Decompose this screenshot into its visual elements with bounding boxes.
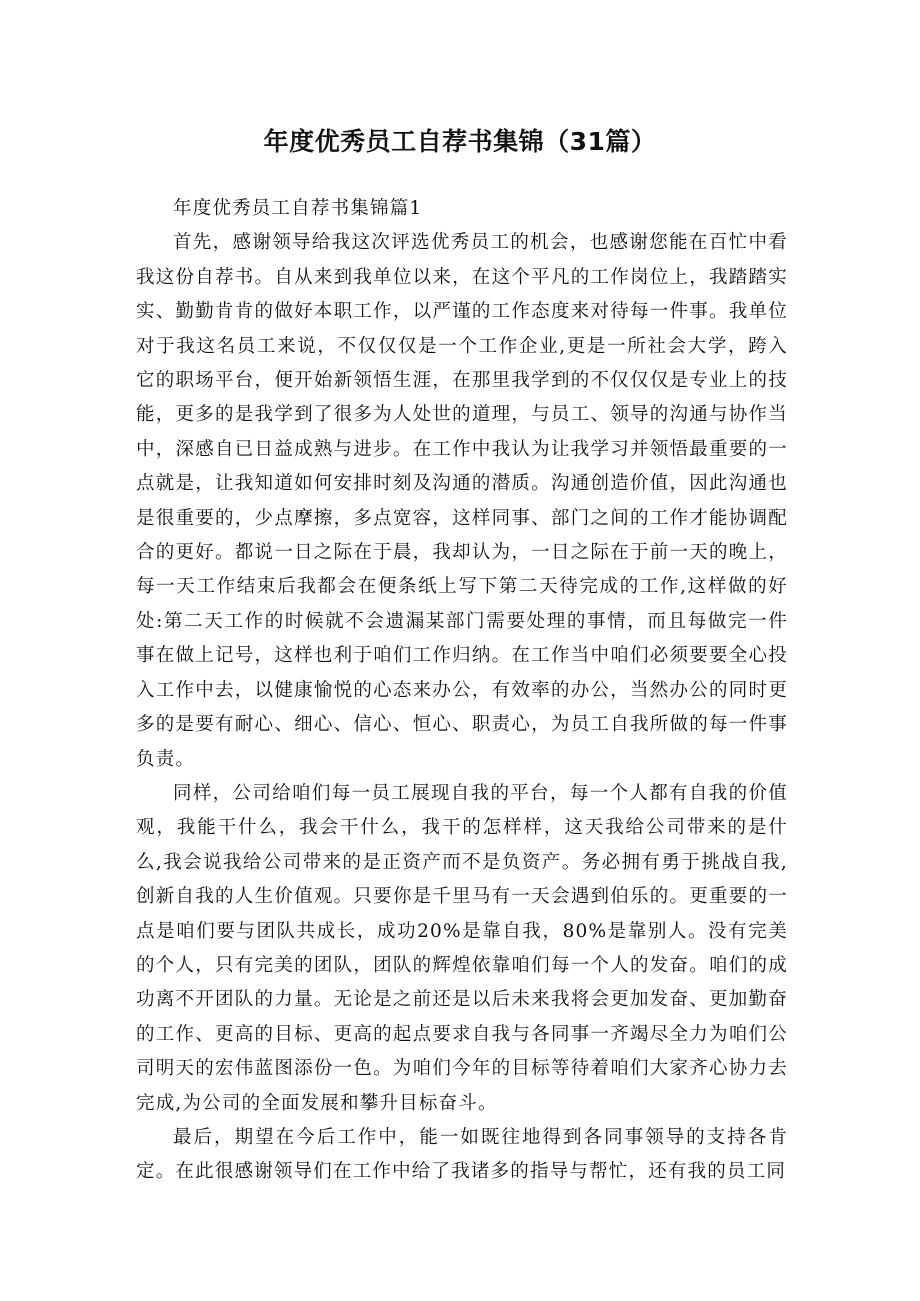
document-title: 年度优秀员工自荐书集锦（31篇）	[263, 127, 657, 156]
paragraph-2: 同样，公司给咱们每一员工展现自我的平台，每一个人都有自我的价值观，我能干什么，我会干什么，我干的怎样样，这天我给公司带来的是什么,我会说我给公司带来的是正资产而不是负资产。务必拥有勇于挑战自我,创新自我的人生价值观。只要你是千里马有一天会遇到伯乐的。更重要的一点是咱们要与团队共成长，成功20%是靠自我，80%是靠别人。没有完美的个人，只有完美的团队，团队的辉煌依靠咱们每一个人的发奋。咱们的成功离不开团队的力量。无论是之前还是以后未来我将会更加发奋、更加勤奋的工作、更高的目标、更高的起点要求自我与各同事一齐竭尽全力为咱们公司明天的宏伟蓝图添份一色。为咱们今年的目标等待着咱们大家齐心协力去完成,为公司的全面发展和攀升目标奋斗。	[136, 782, 788, 1114]
paragraph-3: 最后，期望在今后工作中，能一如既往地得到各同事领导的支持各肯定。在此很感谢领导们在工作中给了我诸多的指导与帮忙，还有我的员工同	[136, 1126, 788, 1183]
paragraph-1: 首先，感谢领导给我这次评选优秀员工的机会，也感谢您能在百忙中看我这份自荐书。自从来到我单位以来，在这个平凡的工作岗位上，我踏踏实实、勤勤肯肯的做好本职工作，以严谨的工作态度来对待每一件事。我单位对于我这名员工来说，不仅仅仅是一个工作企业,更是一所社会大学，跨入它的职场平台，便开始新领悟生涯，在那里我学到的不仅仅仅是专业上的技能，更多的是我学到了很多为人处世的道理，与员工、领导的沟通与协作当中，深感自已日益成熟与进步。在工作中我认为让我学习并领悟最重要的一点就是，让我知道如何安排时刻及沟通的潜质。沟通创造价值，因此沟通也是很重要的，少点摩擦，多点宽容，这样同事、部门之间的工作才能协调配合的更好。都说一日之际在于晨，我却认为，一日之际在于前一天的晚上，每一天工作结束后我都会在便条纸上写下第二天待完成的工作,这样做的好处:第二天工作的时候就不会遗漏某部门需要处理的事情，而且每做完一件事在做上记号，这样也利于咱们工作归纳。在工作当中咱们必须要要全心投入工作中去，以健康愉悦的心态来办公，有效率的办公，当然办公的同时更多的是要有耐心、细心、信心、恒心、职责心，为员工自我所做的每一件事负责。	[136, 232, 788, 770]
document-body	[136, 192, 788, 1190]
section-heading: 年度优秀员工自荐书集锦篇1	[173, 198, 423, 219]
